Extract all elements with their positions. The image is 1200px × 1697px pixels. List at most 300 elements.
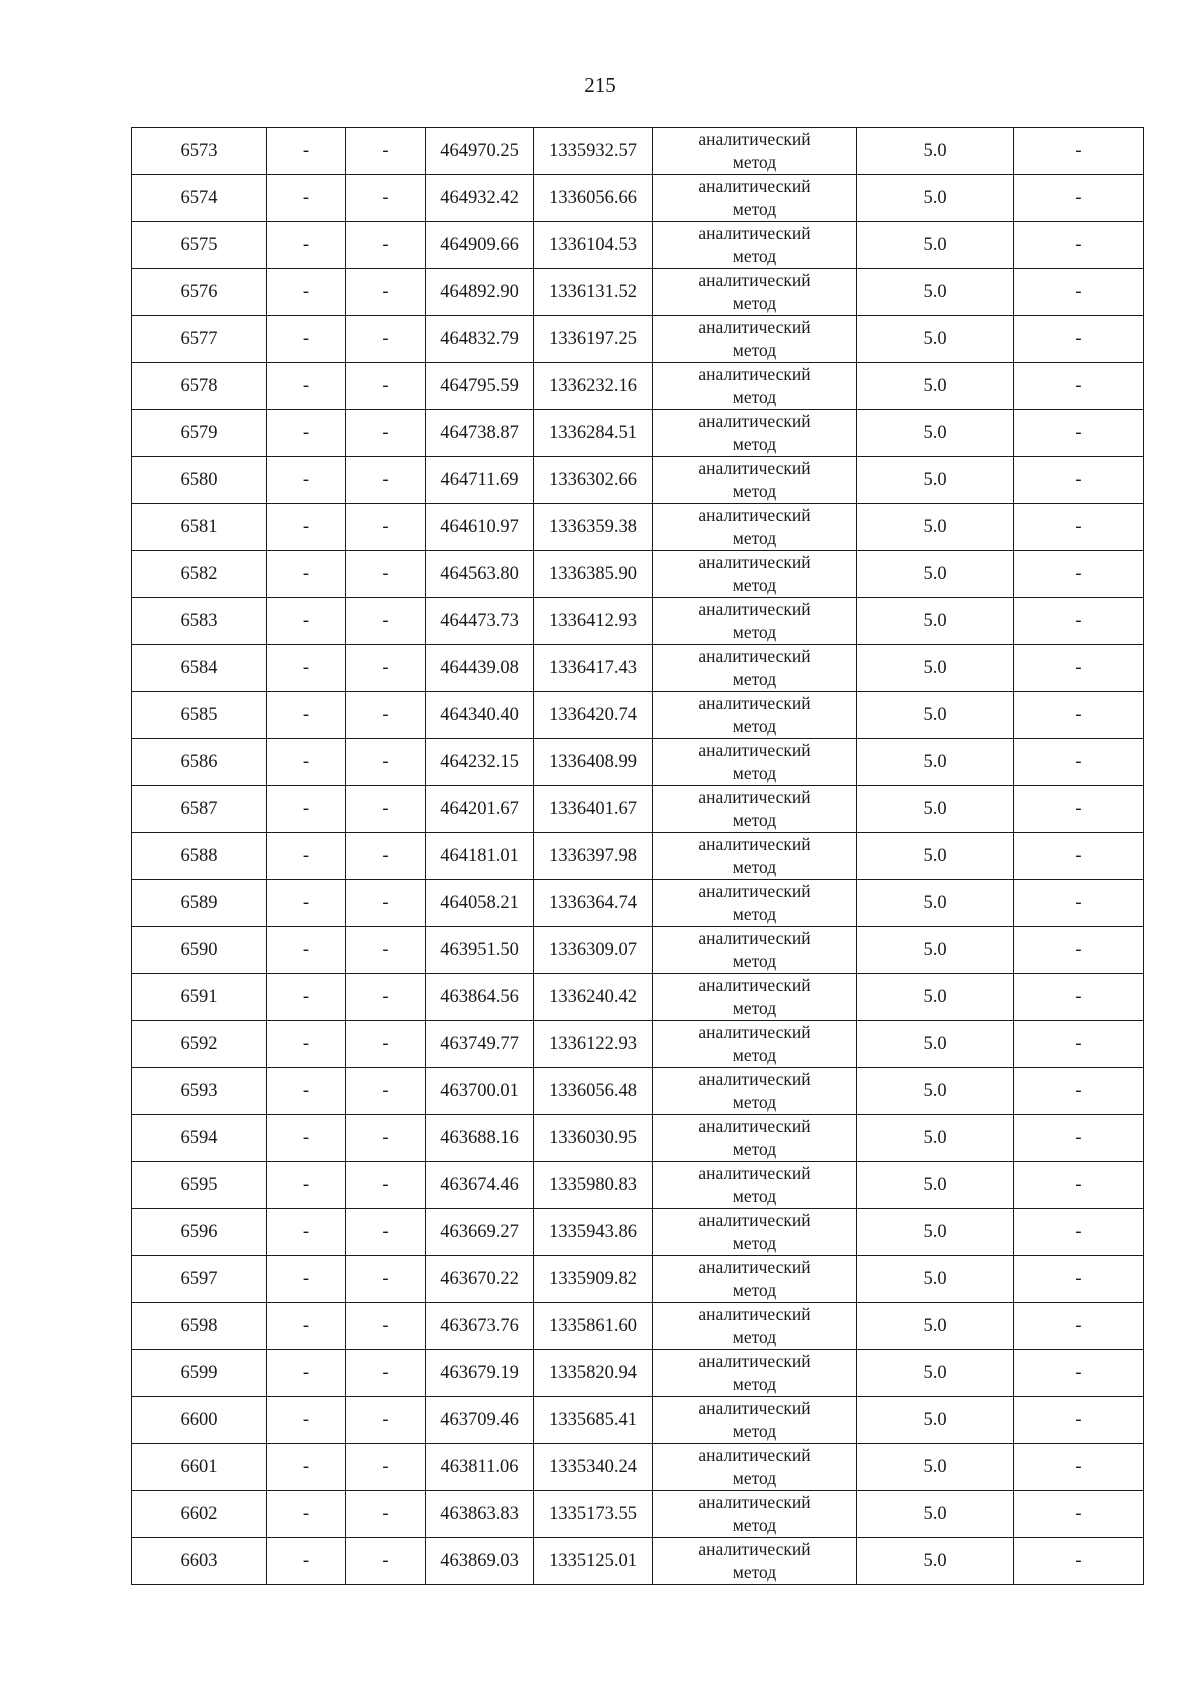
method-line: аналитический — [698, 129, 811, 149]
dash-cell: - — [267, 645, 346, 692]
method-line: метод — [732, 1280, 777, 1300]
point-number-cell: 6578 — [132, 363, 267, 410]
method-line: аналитический — [698, 881, 811, 901]
y-coordinate-cell: 1335340.24 — [534, 1444, 653, 1491]
table-row — [132, 1538, 1144, 1585]
table-row — [132, 1397, 1144, 1444]
method-line: метод — [732, 528, 777, 548]
table-row — [132, 1068, 1144, 1115]
dash-cell: - — [1014, 1444, 1144, 1491]
y-coordinate-cell: 1336240.42 — [534, 974, 653, 1021]
table-row — [132, 598, 1144, 645]
method-line: метод — [732, 1562, 777, 1582]
dash-cell: - — [267, 551, 346, 598]
x-coordinate-cell: 464340.40 — [426, 692, 534, 739]
accuracy-cell: 5.0 — [857, 1350, 1014, 1397]
method-line: аналитический — [698, 317, 811, 337]
method-line: метод — [732, 293, 777, 313]
accuracy-cell: 5.0 — [857, 786, 1014, 833]
dash-cell: - — [346, 739, 426, 786]
point-number-cell: 6602 — [132, 1491, 267, 1538]
dash-cell: - — [346, 1303, 426, 1350]
y-coordinate-cell: 1336309.07 — [534, 927, 653, 974]
method-line: аналитический — [698, 505, 811, 525]
method-line: метод — [732, 1045, 777, 1065]
dash-cell: - — [1014, 269, 1144, 316]
accuracy-cell: 5.0 — [857, 739, 1014, 786]
method-cell — [653, 692, 857, 739]
y-coordinate-cell: 1335909.82 — [534, 1256, 653, 1303]
table-row — [132, 1115, 1144, 1162]
dash-cell: - — [267, 1209, 346, 1256]
method-line: метод — [732, 951, 777, 971]
dash-cell: - — [1014, 927, 1144, 974]
point-number-cell: 6575 — [132, 222, 267, 269]
y-coordinate-cell: 1336030.95 — [534, 1115, 653, 1162]
method-line: метод — [732, 622, 777, 642]
dash-cell: - — [267, 974, 346, 1021]
y-coordinate-cell: 1336056.66 — [534, 175, 653, 222]
dash-cell: - — [1014, 1350, 1144, 1397]
dash-cell: - — [1014, 410, 1144, 457]
y-coordinate-cell: 1336232.16 — [534, 363, 653, 410]
dash-cell: - — [1014, 128, 1144, 175]
dash-cell: - — [346, 128, 426, 175]
table-row — [132, 739, 1144, 786]
x-coordinate-cell: 464058.21 — [426, 880, 534, 927]
method-cell — [653, 1538, 857, 1585]
method-line: метод — [732, 575, 777, 595]
dash-cell: - — [346, 833, 426, 880]
method-cell — [653, 316, 857, 363]
dash-cell: - — [1014, 1256, 1144, 1303]
y-coordinate-cell: 1336359.38 — [534, 504, 653, 551]
method-line: аналитический — [698, 1351, 811, 1371]
x-coordinate-cell: 463863.83 — [426, 1491, 534, 1538]
dash-cell: - — [1014, 1068, 1144, 1115]
method-line: метод — [732, 152, 777, 172]
table-row — [132, 1209, 1144, 1256]
dash-cell: - — [267, 1350, 346, 1397]
table-row — [132, 927, 1144, 974]
x-coordinate-cell: 463951.50 — [426, 927, 534, 974]
x-coordinate-cell: 464832.79 — [426, 316, 534, 363]
method-line: аналитический — [698, 1445, 811, 1465]
table-row — [132, 974, 1144, 1021]
x-coordinate-cell: 463811.06 — [426, 1444, 534, 1491]
dash-cell: - — [1014, 645, 1144, 692]
point-number-cell: 6598 — [132, 1303, 267, 1350]
dash-cell: - — [267, 1256, 346, 1303]
method-line: метод — [732, 434, 777, 454]
accuracy-cell: 5.0 — [857, 269, 1014, 316]
method-line: аналитический — [698, 458, 811, 478]
x-coordinate-cell: 463869.03 — [426, 1538, 534, 1585]
table-row — [132, 128, 1144, 175]
point-number-cell: 6580 — [132, 457, 267, 504]
dash-cell: - — [346, 974, 426, 1021]
accuracy-cell: 5.0 — [857, 410, 1014, 457]
table-row — [132, 1256, 1144, 1303]
method-line: аналитический — [698, 787, 811, 807]
method-cell — [653, 598, 857, 645]
accuracy-cell: 5.0 — [857, 927, 1014, 974]
dash-cell: - — [1014, 551, 1144, 598]
method-line: метод — [732, 1515, 777, 1535]
point-number-cell: 6595 — [132, 1162, 267, 1209]
accuracy-cell: 5.0 — [857, 1538, 1014, 1585]
point-number-cell: 6576 — [132, 269, 267, 316]
dash-cell: - — [346, 645, 426, 692]
method-line: аналитический — [698, 1304, 811, 1324]
point-number-cell: 6592 — [132, 1021, 267, 1068]
dash-cell: - — [1014, 692, 1144, 739]
point-number-cell: 6588 — [132, 833, 267, 880]
method-line: метод — [732, 1092, 777, 1112]
point-number-cell: 6593 — [132, 1068, 267, 1115]
dash-cell: - — [267, 1397, 346, 1444]
method-line: аналитический — [698, 1492, 811, 1512]
x-coordinate-cell: 463679.19 — [426, 1350, 534, 1397]
dash-cell: - — [346, 1491, 426, 1538]
dash-cell: - — [346, 786, 426, 833]
dash-cell: - — [1014, 786, 1144, 833]
accuracy-cell: 5.0 — [857, 1444, 1014, 1491]
method-cell — [653, 1256, 857, 1303]
method-line: метод — [732, 481, 777, 501]
dash-cell: - — [1014, 880, 1144, 927]
method-cell — [653, 927, 857, 974]
x-coordinate-cell: 463749.77 — [426, 1021, 534, 1068]
method-line: метод — [732, 669, 777, 689]
point-number-cell: 6590 — [132, 927, 267, 974]
method-line: аналитический — [698, 1398, 811, 1418]
dash-cell: - — [1014, 1538, 1144, 1585]
table-row — [132, 1303, 1144, 1350]
method-line: аналитический — [698, 1116, 811, 1136]
method-cell — [653, 974, 857, 1021]
y-coordinate-cell: 1336197.25 — [534, 316, 653, 363]
method-line: аналитический — [698, 599, 811, 619]
x-coordinate-cell: 464181.01 — [426, 833, 534, 880]
dash-cell: - — [346, 175, 426, 222]
point-number-cell: 6589 — [132, 880, 267, 927]
accuracy-cell: 5.0 — [857, 504, 1014, 551]
table-row — [132, 1350, 1144, 1397]
x-coordinate-cell: 463669.27 — [426, 1209, 534, 1256]
y-coordinate-cell: 1336302.66 — [534, 457, 653, 504]
y-coordinate-cell: 1335861.60 — [534, 1303, 653, 1350]
x-coordinate-cell: 464473.73 — [426, 598, 534, 645]
y-coordinate-cell: 1335980.83 — [534, 1162, 653, 1209]
dash-cell: - — [267, 1491, 346, 1538]
dash-cell: - — [1014, 1303, 1144, 1350]
dash-cell: - — [267, 1068, 346, 1115]
dash-cell: - — [1014, 457, 1144, 504]
dash-cell: - — [346, 504, 426, 551]
dash-cell: - — [346, 1162, 426, 1209]
x-coordinate-cell: 464909.66 — [426, 222, 534, 269]
point-number-cell: 6587 — [132, 786, 267, 833]
dash-cell: - — [1014, 363, 1144, 410]
method-line: метод — [732, 1139, 777, 1159]
point-number-cell: 6591 — [132, 974, 267, 1021]
point-number-cell: 6594 — [132, 1115, 267, 1162]
accuracy-cell: 5.0 — [857, 880, 1014, 927]
accuracy-cell: 5.0 — [857, 1068, 1014, 1115]
method-line: метод — [732, 340, 777, 360]
method-line: аналитический — [698, 364, 811, 384]
y-coordinate-cell: 1336408.99 — [534, 739, 653, 786]
dash-cell: - — [267, 927, 346, 974]
method-cell — [653, 269, 857, 316]
accuracy-cell: 5.0 — [857, 551, 1014, 598]
dash-cell: - — [346, 457, 426, 504]
method-line: метод — [732, 763, 777, 783]
table-row — [132, 1162, 1144, 1209]
dash-cell: - — [267, 1444, 346, 1491]
table-row — [132, 833, 1144, 880]
dash-cell: - — [267, 128, 346, 175]
accuracy-cell: 5.0 — [857, 1021, 1014, 1068]
y-coordinate-cell: 1336364.74 — [534, 880, 653, 927]
dash-cell: - — [1014, 739, 1144, 786]
method-line: аналитический — [698, 1210, 811, 1230]
accuracy-cell: 5.0 — [857, 1209, 1014, 1256]
method-line: метод — [732, 1421, 777, 1441]
method-line: аналитический — [698, 646, 811, 666]
method-cell — [653, 504, 857, 551]
table-row — [132, 692, 1144, 739]
method-cell — [653, 833, 857, 880]
method-line: аналитический — [698, 740, 811, 760]
dash-cell: - — [1014, 598, 1144, 645]
method-cell — [653, 1068, 857, 1115]
table-row — [132, 222, 1144, 269]
dash-cell: - — [267, 1303, 346, 1350]
x-coordinate-cell: 464970.25 — [426, 128, 534, 175]
dash-cell: - — [346, 551, 426, 598]
method-cell — [653, 363, 857, 410]
y-coordinate-cell: 1336417.43 — [534, 645, 653, 692]
dash-cell: - — [267, 457, 346, 504]
table-row — [132, 457, 1144, 504]
method-line: аналитический — [698, 1069, 811, 1089]
point-number-cell: 6577 — [132, 316, 267, 363]
method-line: аналитический — [698, 1539, 811, 1559]
table-row — [132, 363, 1144, 410]
method-cell — [653, 1350, 857, 1397]
point-number-cell: 6601 — [132, 1444, 267, 1491]
dash-cell: - — [346, 1538, 426, 1585]
point-number-cell: 6599 — [132, 1350, 267, 1397]
method-cell — [653, 1491, 857, 1538]
method-cell — [653, 880, 857, 927]
dash-cell: - — [346, 1256, 426, 1303]
dash-cell: - — [346, 222, 426, 269]
dash-cell: - — [267, 410, 346, 457]
x-coordinate-cell: 464892.90 — [426, 269, 534, 316]
y-coordinate-cell: 1336385.90 — [534, 551, 653, 598]
accuracy-cell: 5.0 — [857, 1256, 1014, 1303]
dash-cell: - — [346, 1068, 426, 1115]
method-line: метод — [732, 1327, 777, 1347]
method-line: аналитический — [698, 928, 811, 948]
dash-cell: - — [346, 692, 426, 739]
point-number-cell: 6583 — [132, 598, 267, 645]
accuracy-cell: 5.0 — [857, 363, 1014, 410]
y-coordinate-cell: 1336397.98 — [534, 833, 653, 880]
dash-cell: - — [1014, 1491, 1144, 1538]
y-coordinate-cell: 1336131.52 — [534, 269, 653, 316]
dash-cell: - — [267, 1115, 346, 1162]
accuracy-cell: 5.0 — [857, 457, 1014, 504]
point-number-cell: 6586 — [132, 739, 267, 786]
method-cell — [653, 457, 857, 504]
point-number-cell: 6585 — [132, 692, 267, 739]
y-coordinate-cell: 1336412.93 — [534, 598, 653, 645]
accuracy-cell: 5.0 — [857, 833, 1014, 880]
x-coordinate-cell: 463674.46 — [426, 1162, 534, 1209]
point-number-cell: 6603 — [132, 1538, 267, 1585]
point-number-cell: 6596 — [132, 1209, 267, 1256]
accuracy-cell: 5.0 — [857, 175, 1014, 222]
accuracy-cell: 5.0 — [857, 222, 1014, 269]
method-cell — [653, 128, 857, 175]
y-coordinate-cell: 1336056.48 — [534, 1068, 653, 1115]
dash-cell: - — [267, 316, 346, 363]
y-coordinate-cell: 1336401.67 — [534, 786, 653, 833]
y-coordinate-cell: 1335932.57 — [534, 128, 653, 175]
point-number-cell: 6574 — [132, 175, 267, 222]
method-cell — [653, 551, 857, 598]
dash-cell: - — [346, 1021, 426, 1068]
table-row — [132, 410, 1144, 457]
method-cell — [653, 222, 857, 269]
table-row — [132, 504, 1144, 551]
dash-cell: - — [1014, 175, 1144, 222]
y-coordinate-cell: 1335125.01 — [534, 1538, 653, 1585]
table-row — [132, 316, 1144, 363]
method-line: аналитический — [698, 270, 811, 290]
dash-cell: - — [267, 833, 346, 880]
y-coordinate-cell: 1335820.94 — [534, 1350, 653, 1397]
x-coordinate-cell: 464232.15 — [426, 739, 534, 786]
accuracy-cell: 5.0 — [857, 128, 1014, 175]
method-cell — [653, 739, 857, 786]
y-coordinate-cell: 1336420.74 — [534, 692, 653, 739]
method-line: аналитический — [698, 223, 811, 243]
method-line: аналитический — [698, 411, 811, 431]
point-number-cell: 6581 — [132, 504, 267, 551]
dash-cell: - — [1014, 1162, 1144, 1209]
dash-cell: - — [1014, 504, 1144, 551]
dash-cell: - — [346, 1115, 426, 1162]
method-line: метод — [732, 246, 777, 266]
accuracy-cell: 5.0 — [857, 316, 1014, 363]
method-line: метод — [732, 857, 777, 877]
method-line: аналитический — [698, 693, 811, 713]
table-row — [132, 645, 1144, 692]
dash-cell: - — [1014, 1209, 1144, 1256]
x-coordinate-cell: 463673.76 — [426, 1303, 534, 1350]
point-number-cell: 6573 — [132, 128, 267, 175]
dash-cell: - — [1014, 222, 1144, 269]
coordinates-table — [131, 127, 1144, 1585]
method-line: аналитический — [698, 834, 811, 854]
method-cell — [653, 645, 857, 692]
x-coordinate-cell: 463688.16 — [426, 1115, 534, 1162]
method-line: аналитический — [698, 176, 811, 196]
y-coordinate-cell: 1335685.41 — [534, 1397, 653, 1444]
dash-cell: - — [346, 927, 426, 974]
dash-cell: - — [1014, 1115, 1144, 1162]
dash-cell: - — [267, 1162, 346, 1209]
dash-cell: - — [346, 410, 426, 457]
dash-cell: - — [346, 1397, 426, 1444]
accuracy-cell: 5.0 — [857, 598, 1014, 645]
y-coordinate-cell: 1335173.55 — [534, 1491, 653, 1538]
method-cell — [653, 786, 857, 833]
method-cell — [653, 1209, 857, 1256]
method-cell — [653, 1397, 857, 1444]
table-row — [132, 175, 1144, 222]
dash-cell: - — [267, 222, 346, 269]
dash-cell: - — [267, 1538, 346, 1585]
x-coordinate-cell: 463700.01 — [426, 1068, 534, 1115]
dash-cell: - — [346, 1444, 426, 1491]
accuracy-cell: 5.0 — [857, 1115, 1014, 1162]
y-coordinate-cell: 1335943.86 — [534, 1209, 653, 1256]
table-row — [132, 269, 1144, 316]
x-coordinate-cell: 463670.22 — [426, 1256, 534, 1303]
method-cell — [653, 1444, 857, 1491]
y-coordinate-cell: 1336104.53 — [534, 222, 653, 269]
method-line: метод — [732, 1233, 777, 1253]
dash-cell: - — [267, 269, 346, 316]
method-line: метод — [732, 1374, 777, 1394]
x-coordinate-cell: 464439.08 — [426, 645, 534, 692]
dash-cell: - — [1014, 1021, 1144, 1068]
dash-cell: - — [346, 316, 426, 363]
x-coordinate-cell: 464738.87 — [426, 410, 534, 457]
dash-cell: - — [267, 175, 346, 222]
dash-cell: - — [267, 598, 346, 645]
dash-cell: - — [267, 880, 346, 927]
page-number: 215 — [584, 73, 616, 97]
dash-cell: - — [1014, 1397, 1144, 1444]
point-number-cell: 6584 — [132, 645, 267, 692]
method-line: метод — [732, 1468, 777, 1488]
x-coordinate-cell: 463709.46 — [426, 1397, 534, 1444]
table-row — [132, 1021, 1144, 1068]
method-line: метод — [732, 1186, 777, 1206]
dash-cell: - — [267, 1021, 346, 1068]
dash-cell: - — [1014, 974, 1144, 1021]
method-line: метод — [732, 810, 777, 830]
method-cell — [653, 1115, 857, 1162]
dash-cell: - — [267, 739, 346, 786]
dash-cell: - — [1014, 833, 1144, 880]
method-line: метод — [732, 199, 777, 219]
y-coordinate-cell: 1336284.51 — [534, 410, 653, 457]
method-line: аналитический — [698, 1163, 811, 1183]
x-coordinate-cell: 463864.56 — [426, 974, 534, 1021]
table-row — [132, 1491, 1144, 1538]
method-line: метод — [732, 904, 777, 924]
method-cell — [653, 1162, 857, 1209]
table-row — [132, 880, 1144, 927]
